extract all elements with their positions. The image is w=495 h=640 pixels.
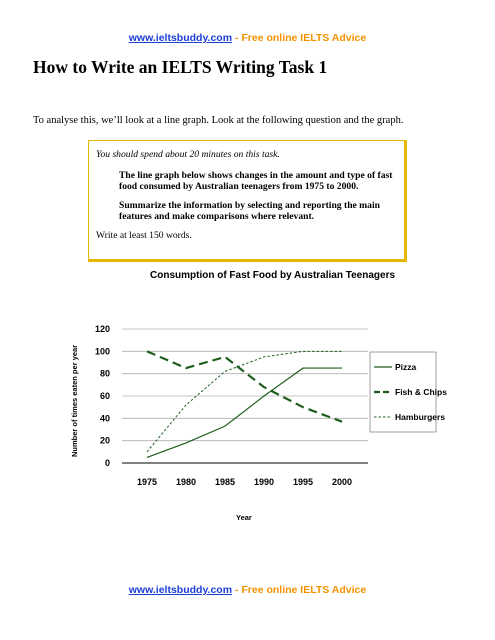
x-tick-label: 1995 (292, 477, 314, 487)
y-tick-label: 20 (99, 435, 110, 446)
legend-label: Pizza (395, 362, 417, 372)
x-tick-label: 2000 (331, 477, 353, 487)
footer-site-link[interactable]: www.ieltsbuddy.com (128, 584, 233, 596)
x-tick-label: 1980 (175, 477, 197, 487)
site-footer (0, 584, 495, 596)
question-box (88, 140, 407, 262)
y-tick-label: 60 (99, 391, 110, 401)
x-axis-ticks (137, 477, 352, 487)
y-axis-label: Number of times eaten per year (70, 344, 79, 457)
site-link[interactable]: www.ieltsbuddy.com (128, 32, 233, 44)
page-title: How to Write an IELTS Writing Task 1 (33, 57, 328, 77)
question-task-1: The line graph below shows changes in the amount and type of fast food consumed by Australian teenagers from 1975 to 2000. (119, 169, 393, 192)
site-tagline: - Free online IELTS Advice (232, 32, 367, 44)
question-word-count: Write at least 150 words. (96, 229, 192, 241)
legend-label: Hamburgers (395, 412, 446, 422)
y-tick-label: 120 (94, 324, 110, 334)
chart-series (147, 351, 342, 457)
chart-title: Consumption of Fast Food by Australian Teenagers (150, 270, 396, 281)
legend-label: Fish & Chips (395, 387, 447, 397)
intro-text: To analyse this, we’ll look at a line graph. Look at the following question and the graph. (33, 115, 404, 126)
x-tick-label: 1990 (253, 477, 275, 487)
y-tick-label: 80 (99, 368, 110, 379)
x-axis-label: Year (236, 513, 252, 522)
line-chart (60, 262, 447, 532)
chart-grid (122, 329, 368, 463)
y-axis-ticks (95, 324, 110, 468)
x-tick-label: 1985 (214, 477, 236, 487)
series-line-pizza (147, 368, 342, 457)
footer-site-tagline: - Free online IELTS Advice (232, 584, 367, 596)
y-tick-label: 0 (104, 458, 110, 468)
series-line-hamburgers (147, 351, 342, 451)
y-tick-label: 100 (94, 346, 110, 357)
x-tick-label: 1975 (136, 477, 158, 487)
y-tick-label: 40 (99, 413, 110, 424)
site-header (0, 32, 495, 44)
question-task-2: Summarize the information by selecting and reporting the main features and make comparisons where relevant. (119, 199, 380, 222)
chart-legend (370, 352, 447, 432)
question-instruction: You should spend about 20 minutes on this task. (96, 149, 280, 160)
